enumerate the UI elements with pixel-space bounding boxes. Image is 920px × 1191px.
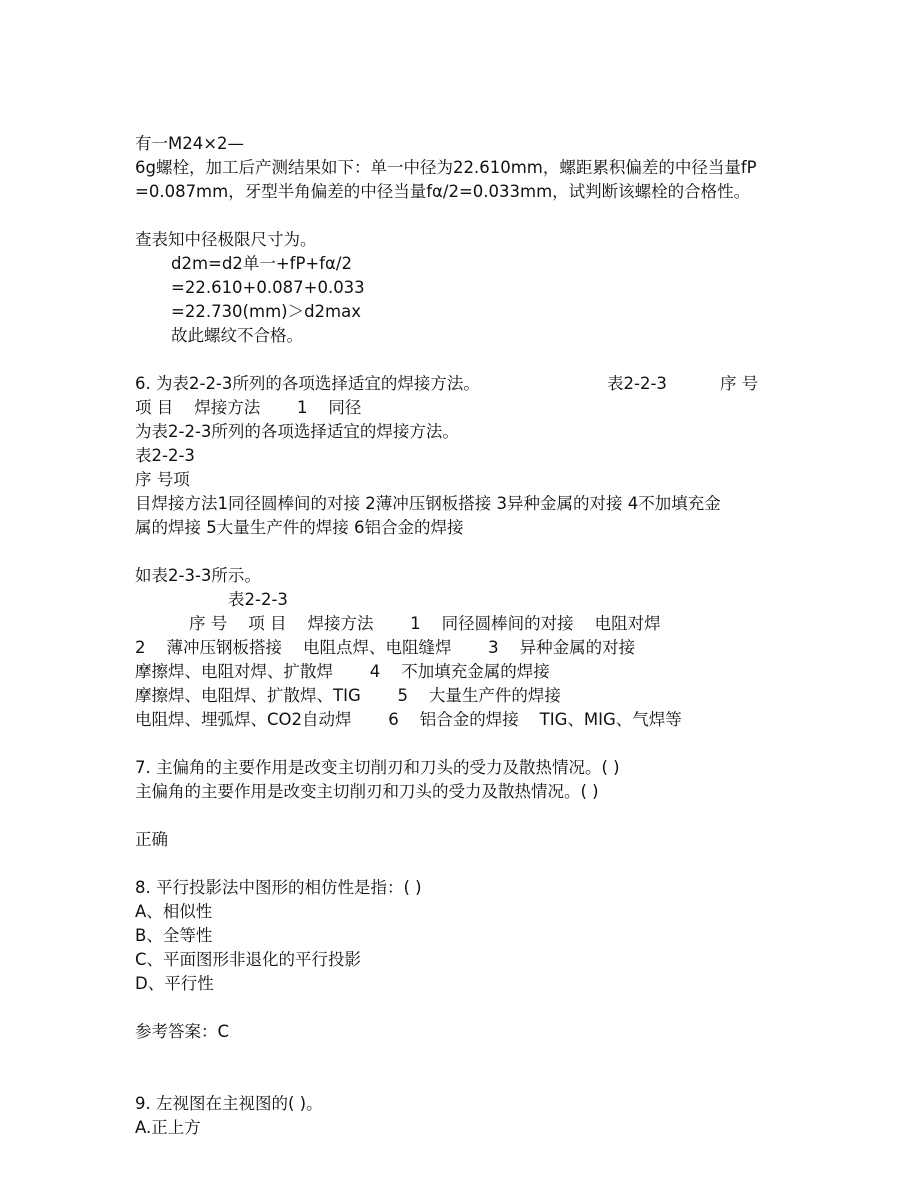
q8-title: 8. 平行投影法中图形的相仿性是指：( ) bbox=[135, 878, 422, 897]
q6-title-seq-label: 序 号 bbox=[720, 374, 759, 393]
q8-answer: 参考答案：C bbox=[135, 1022, 230, 1041]
q6-stem-repeat: 为表2-2-3所列的各项选择适宜的焊接方法。 bbox=[135, 422, 459, 441]
q6-answer-intro: 如表2-3-3所示。 bbox=[135, 566, 261, 585]
q8-option-c: C、平面图形非退化的平行投影 bbox=[135, 950, 362, 969]
q6-answer-row-5: 电阻焊、埋弧焊、CO2自动焊 6 铝合金的焊接 TIG、MIG、气焊等 bbox=[135, 710, 682, 729]
q7-title: 7. 主偏角的主要作用是改变主切削刃和刀头的受力及散热情况。( ) bbox=[135, 758, 620, 777]
q6-answer-row-2: 2 薄冲压钢板搭接 电阻点焊、电阻缝焊 3 异种金属的对接 bbox=[135, 638, 636, 657]
q5-stem-line-1: 有一M24×2— bbox=[135, 134, 245, 153]
q9-title: 9. 左视图在主视图的( )。 bbox=[135, 1094, 323, 1113]
q6-items-line-2: 属的焊接 5大量生产件的焊接 6铝合金的焊接 bbox=[135, 518, 464, 537]
q6-answer-row-4: 摩擦焊、电阻焊、扩散焊、TIG 5 大量生产件的焊接 bbox=[135, 686, 561, 705]
q5-answer-formula-1: d2m=d2单一+fP+fα/2 bbox=[171, 254, 352, 273]
q8-option-b: B、全等性 bbox=[135, 926, 213, 945]
q5-answer-formula-2: =22.610+0.087+0.033 bbox=[171, 278, 365, 297]
q5-stem-line-2: 6g螺栓，加工后产测结果如下：单一中径为22.610mm，螺距累积偏差的中径当量fP bbox=[135, 158, 757, 177]
q6-seq-label: 序 号项 bbox=[135, 470, 190, 489]
q6-answer-table-label: 表2-2-3 bbox=[228, 590, 288, 609]
q6-items-line-1: 目焊接方法1同径圆棒间的对接 2薄冲压钢板搭接 3异种金属的对接 4不加填充金 bbox=[135, 494, 721, 513]
q5-answer-formula-3: =22.730(mm)＞d2max bbox=[171, 302, 361, 321]
q6-title: 6. 为表2-2-3所列的各项选择适宜的焊接方法。 bbox=[135, 374, 480, 393]
q6-answer-row-3: 摩擦焊、电阻对焊、扩散焊 4 不加填充金属的焊接 bbox=[135, 662, 550, 681]
q8-option-d: D、平行性 bbox=[135, 974, 214, 993]
q6-title-table-label: 表2-2-3 bbox=[607, 374, 667, 393]
q5-answer-conclusion: 故此螺纹不合格。 bbox=[171, 326, 303, 345]
q6-answer-row-1: 序 号 项 目 焊接方法 1 同径圆棒间的对接 电阻对焊 bbox=[189, 614, 661, 633]
q7-stem-repeat: 主偏角的主要作用是改变主切削刃和刀头的受力及散热情况。( ) bbox=[135, 782, 599, 801]
q7-answer: 正确 bbox=[135, 830, 168, 849]
q6-header-line: 项 目 焊接方法 1 同径 bbox=[135, 398, 362, 417]
q6-table-label: 表2-2-3 bbox=[135, 446, 195, 465]
q5-answer-line-1: 查表知中径极限尺寸为。 bbox=[135, 230, 317, 249]
q5-stem-line-3: =0.087mm，牙型半角偏差的中径当量fα/2=0.033mm，试判断该螺栓的合格性。 bbox=[135, 182, 751, 201]
q8-option-a: A、相似性 bbox=[135, 902, 213, 921]
q9-option-a: A.正上方 bbox=[135, 1118, 201, 1137]
